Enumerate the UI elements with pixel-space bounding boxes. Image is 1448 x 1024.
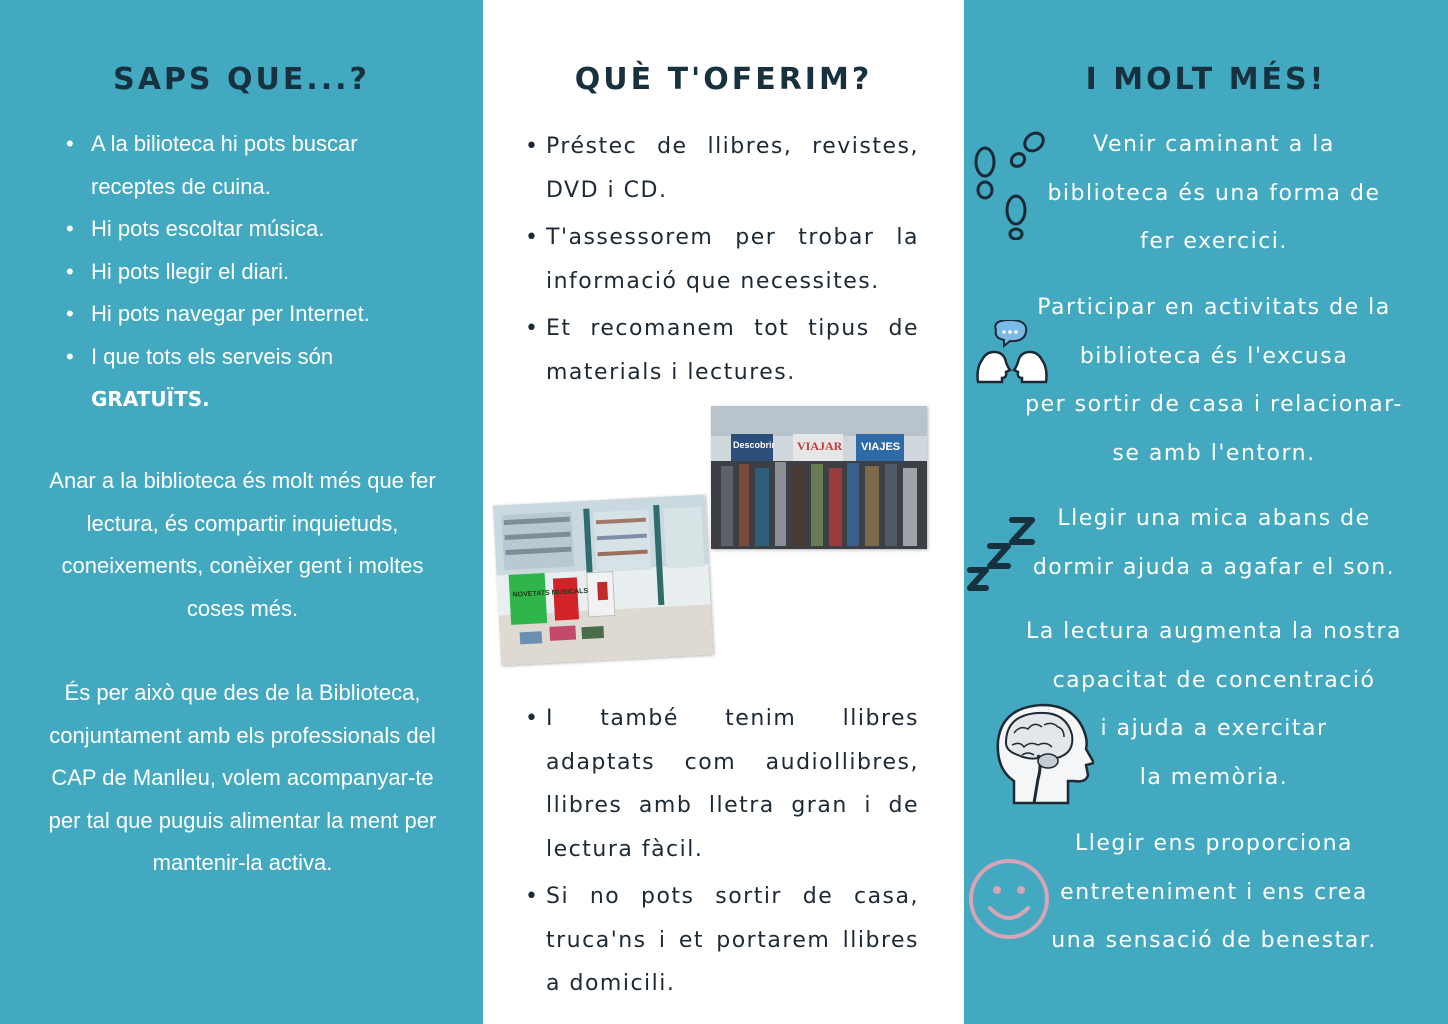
list-item: • Et recomanem tot tipus de materials i lectures. bbox=[525, 307, 919, 394]
list-item: • I també tenim llibres adaptats com audiollibres, llibres amb lletra gran i de lectura fàcil. bbox=[525, 697, 919, 871]
list-item: • Préstec de llibres, revistes, DVD i CD. bbox=[525, 125, 919, 212]
offer-list-bottom bbox=[525, 697, 919, 1010]
list-item: • Hi pots navegar per Internet. bbox=[66, 293, 446, 336]
list-item: • T'assessorem per trobar la informació que necessites. bbox=[525, 216, 919, 303]
list-item: • I que tots els serveis són GRATUÏTS. bbox=[66, 336, 446, 421]
left-paragraph-1: Anar a la biblioteca és molt més que fer lectura, és compartir inquietuds, coneixements, conèixer gent i moltes coses més. bbox=[49, 468, 436, 621]
benefit-activities: Participar en activitats de la biblioteca és l'excusa per sortir de casa i relacionar- se amb l'entorn. bbox=[1025, 295, 1403, 466]
list-item: • Si no pots sortir de casa, truca'ns i et portarem llibres a domicili. bbox=[525, 875, 919, 1006]
benefit-sleep: Llegir una mica abans de dormir ajuda a agafar el son. bbox=[1032, 506, 1396, 580]
middle-panel bbox=[483, 0, 964, 1024]
photo-label: NOVETATS MUSICALS bbox=[512, 587, 589, 599]
benefit-concentration: La lectura augmenta la nostra capacitat de concentració i ajuda a exercitar la memòria. bbox=[1025, 619, 1403, 790]
list-item: • A la bilioteca hi pots buscar receptes de cuina. bbox=[66, 123, 446, 208]
right-panel bbox=[964, 0, 1448, 1024]
middle-heading: QUÈ T'OFERIM? bbox=[574, 62, 873, 97]
left-heading: SAPS QUE...? bbox=[113, 62, 370, 97]
offer-list-top bbox=[525, 125, 919, 398]
magazine-shelf-photo bbox=[711, 406, 927, 549]
list-item: • Hi pots escoltar música. bbox=[66, 208, 446, 251]
benefit-wellbeing: Llegir ens proporciona entreteniment i ens crea una sensació de benestar. bbox=[1051, 831, 1377, 953]
free-services-emphasis: GRATUÏTS. bbox=[91, 387, 210, 411]
list-item: • Hi pots llegir el diari. bbox=[66, 251, 446, 294]
photo-label: VIAJAR bbox=[797, 439, 843, 453]
right-heading: I MOLT MÉS! bbox=[1085, 62, 1327, 97]
photo-label: Descobrir bbox=[733, 440, 776, 450]
photo-label: VIAJES bbox=[861, 441, 901, 453]
left-bullet-list bbox=[66, 123, 446, 421]
left-paragraph-2: És per això que des de la Biblioteca, conjuntament amb els professionals del CAP de Manlleu, volem acompanyar-te per tal que puguis alimentar la ment per mantenir-la activa. bbox=[48, 680, 437, 875]
left-panel bbox=[0, 0, 483, 1024]
library-interior-photo bbox=[493, 495, 713, 666]
benefit-walking: Venir caminant a la biblioteca és una forma de fer exercici. bbox=[1047, 132, 1381, 254]
